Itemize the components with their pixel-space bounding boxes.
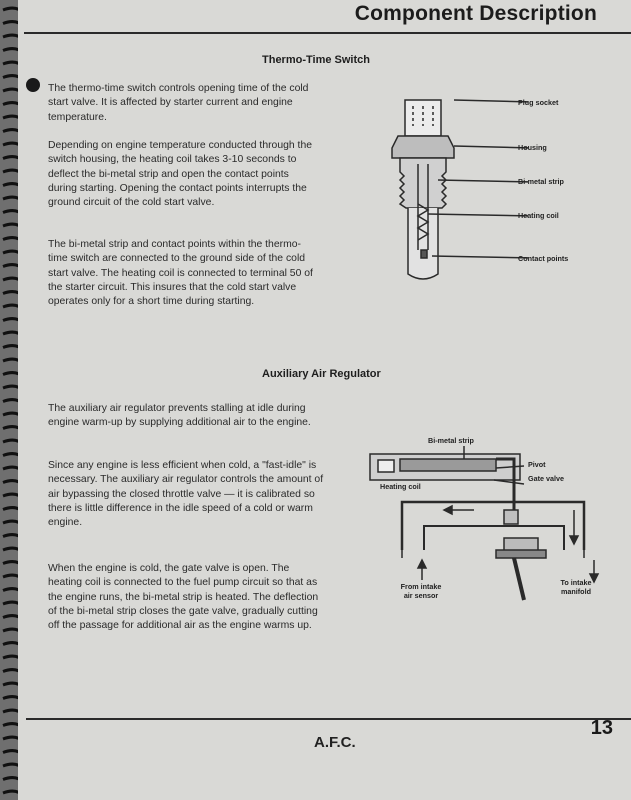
punch-hole-mark — [26, 78, 40, 92]
label-aux-heating-coil: Heating coil — [380, 482, 421, 491]
housing-shape — [392, 136, 454, 158]
paragraph-aux-1: The auxiliary air regulator prevents stalling at idle during engine warm-up by supplying additional air to the engine. — [48, 403, 311, 429]
paragraph-thermo-2: Depending on engine temperature conducted through the switch housing, the heating coil takes 3-10 seconds to deflect the bi-metal strip and open the contact points during starting. Opening the contact points interrupts the ground circuit of the cold start valve. — [48, 140, 313, 209]
label-gate-valve: Gate valve — [528, 474, 564, 483]
manual-page — [18, 0, 631, 800]
paragraph-aux-3: When the engine is cold, the gate valve is open. The heating coil is connected to the fuel pump circuit so that as the engine runs, the bi-metal strip is heated. The deflection of the bi-metal strip closes the gate valve, gradually cutting off the passage for additional air as the engine warms up. — [48, 563, 319, 632]
label-pivot: Pivot — [528, 460, 546, 469]
section-heading-auxiliary-air-regulator: Auxiliary Air Regulator — [262, 368, 381, 380]
label-bi-metal-strip: Bi-metal strip — [518, 177, 564, 186]
bimetal-strip-shape — [400, 459, 496, 471]
paragraph-thermo-1: The thermo-time switch controls opening time of the cold start valve. It is affected by starter current and engine temperature. — [48, 83, 309, 123]
footer-rule — [26, 718, 631, 720]
label-housing: Housing — [518, 143, 547, 152]
gate-valve-shape — [504, 510, 518, 524]
label-aux-bi-metal-strip: Bi-metal strip — [428, 436, 474, 445]
thermo-time-switch-diagram — [388, 92, 528, 292]
footer-brand: A.F.C. — [314, 734, 356, 751]
label-to-intake-manifold: To intake manifold — [560, 578, 592, 596]
page-number: 13 — [590, 717, 613, 739]
paragraph-thermo-3: The bi-metal strip and contact points within the thermo-time switch are connected to the ground side of the cold start valve. The heating coil is connected to terminal 50 of the starter circuit. This insures that the cold start valve operates only for a short time during starting. — [48, 239, 313, 308]
label-contact-points: Contact points — [518, 254, 569, 263]
page-title: Component Description — [354, 2, 597, 25]
section-heading-thermo-time-switch: Thermo-Time Switch — [262, 54, 370, 66]
paragraph-aux-2: Since any engine is less efficient when cold, a "fast-idle" is necessary. The auxiliary air regulator controls the amount of air bypassing the closed throttle valve — it is calibrated so there is little difference in the idle speed of a cold or warm engine. — [48, 460, 324, 529]
label-plug-socket: Plug socket — [518, 98, 559, 107]
label-from-intake-air-sensor: From intake air sensor — [400, 582, 442, 600]
title-rule — [24, 32, 631, 34]
label-heating-coil: Heating coil — [518, 211, 559, 220]
